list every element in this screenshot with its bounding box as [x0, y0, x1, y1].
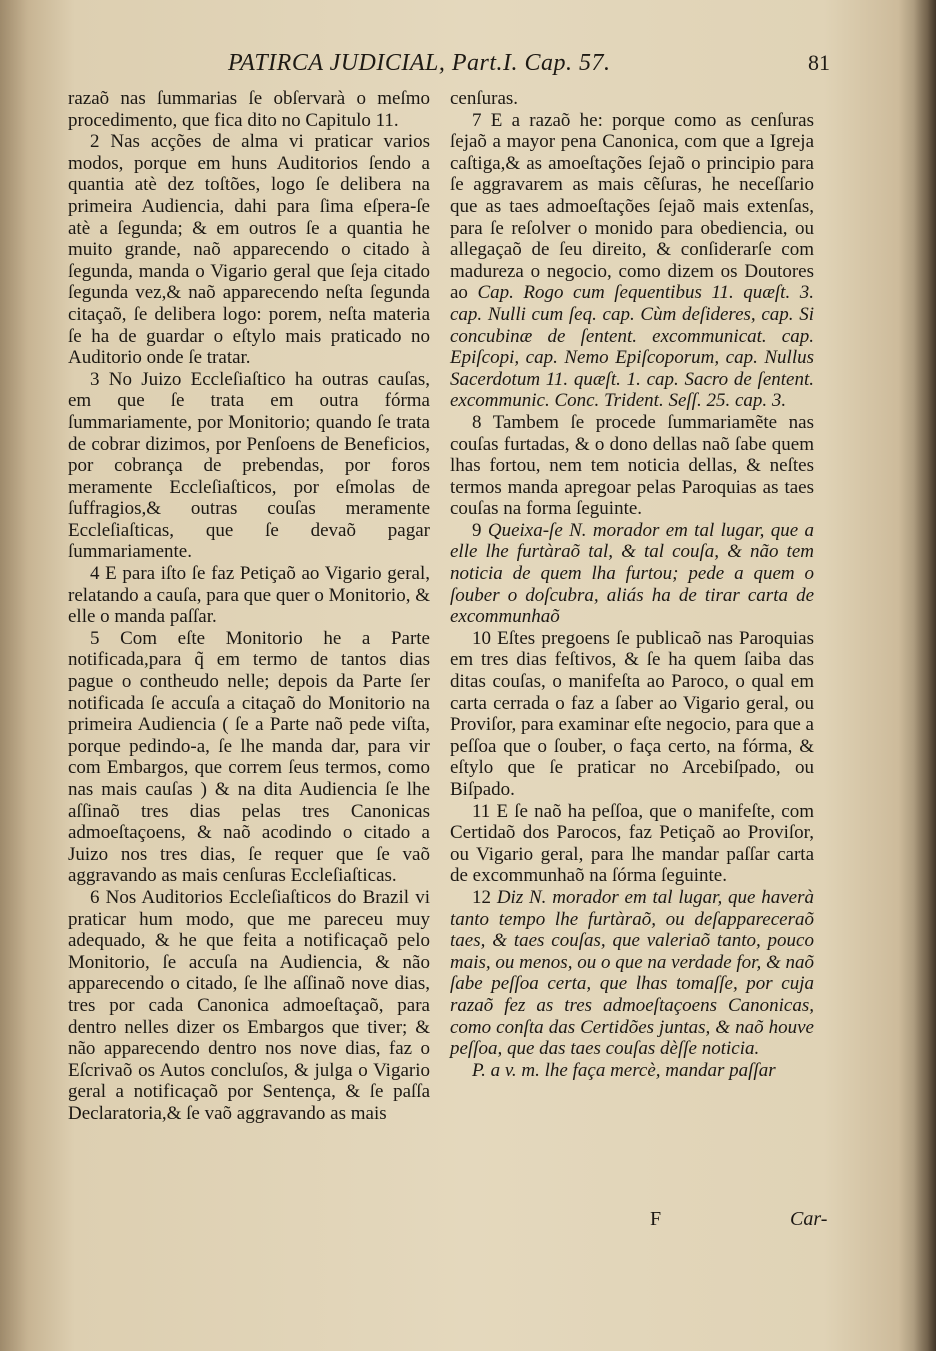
paragraph-7-citation: Cap. Rogo cum ſequentibus 11. quæſt. 3. cap. Nulli cum ſeq. cap. Cùm deſideres, cap. Si concubinæ de ſentent. excommunicat. cap. Epiſcopi, cap. Nemo Epiſcoporum, cap. Nullus Sacerdotum 11. quæſt. 1. cap. Sacro de ſentent. excommunic. Conc. Trident. Seſſ. 25. cap. 3. [450, 282, 814, 412]
paragraph-7-text: 7 E a razaõ he: porque como as cenſuras ſejaõ a mayor pena Canonica, com que a Igreja caſtiga,& as amoeſtações ſejaõ o principio para ſe aggravarem as mais cẽſuras, he neceſſario que as taes admoeſtações ſejaõ mais extenſas, para ſe reſolver o monido para obediencia, ou allegaçaõ de ſeu direito, & conſiderarſe com madureza o negocio, como dizem os Doutores ao [450, 109, 814, 304]
paragraph-12 [450, 887, 814, 1060]
paragraph-continued-right: cenſuras. [450, 88, 519, 109]
paragraph-9-text: Queixa-ſe N. morador em tal lugar, que a elle lhe furtàraõ tal, & tal couſa, & não tem noticia de quem lha furtou; pede a quem o ſouber o doſcubra, aliás ha de tirar carta de excommunhaõ [450, 519, 814, 628]
paragraph-6: 6 Nos Auditorios Eccleſiaſticos do Brazil vi praticar hum modo, que me pareceu muy adequado, & he que feita a notificaçaõ pelo Monitorio, ſe accuſa na Audiencia, & não apparecendo o citado, ſe lhe aſſinaõ nove dias, tres por cada Canonica admoeſtaçaõ, para dentro nelles dizer os Embargos que tiver; & não apparecendo dentro nos nove dias, faz o Eſcrivaõ os Autos concluſos, & julga o Vigario geral a notificaçaõ por Sentença, & ſe paſſa Declaratoria,& ſe vaõ aggravando as mais [68, 886, 430, 1124]
page-number: 81 [808, 50, 830, 75]
catchword: Car- [790, 1208, 828, 1230]
right-column [450, 88, 814, 1081]
page-gutter-shadow [914, 0, 936, 1351]
left-column [68, 88, 430, 1125]
paragraph-12-number: 12 [472, 886, 491, 908]
paragraph-11: 11 E ſe naõ ha peſſoa, que o manifeſte, com Certidaõ dos Parocos, faz Petiçaõ ao Proviſor, ou Vigario geral, para lhe mandar paſſar carta de excommunhaõ na ſórma ſeguinte. [450, 800, 814, 887]
signature-mark: F [650, 1208, 662, 1230]
paragraph-5: 5 Com eſte Monitorio he a Parte notificada,para q̃ em termo de tantos dias pague o contheudo nelle; depois da Parte ſer notificada ſe accuſa a citaçaõ do Monitorio na primeira Audiencia ( ſe a Parte naõ pede viſta, porque pedindo-a, ſe lhe manda dar, para vir com Embargos, que correm ſeus termos, como nas mais cauſas ) & na dita Audiencia ſe lhe aſſinaõ tres dias pelas tres Canonicas admoeſtaçoens, & naõ acodindo o citado a Juizo nos tres dias, ſe requer que ſe vaõ aggravando as mais cenſuras Eccleſiaſticas. [68, 627, 430, 887]
running-title: PATIRCA JUDICIAL, Part.I. Cap. 57. [228, 50, 611, 76]
paragraph-12-text: Diz N. morador em tal lugar, que haverà tanto tempo lhe furtàraõ, ou deſappareceraõ taes, & taes couſas, que valeriaõ tanto, pouco mais, ou menos, ou o que na verdade for, & naõ ſabe peſſoa certa, que lhas tomaſſe, por cuja razaõ fez as tres admoeſtaçoens Canonicas, como conſta das Certidões juntas, & naõ houve peſſoa, que das taes couſas dèſſe noticia. [450, 886, 814, 1060]
paragraph-13: P. a v. m. lhe faça mercè, mandar paſſar [472, 1059, 776, 1081]
paragraph-continued: razaõ nas ſummarias ſe obſervarà o meſmo procedimento, que fica dito no Capitulo 11. [68, 88, 430, 131]
page-header [60, 50, 830, 86]
paragraph-2: 2 Nas acções de alma vi praticar varios modos, porque em huns Auditorios ſendo a quantia atè dez toſtões, logo ſe delibera na primeira Audiencia, dahi para ſima eſpera-ſe atè a ſegunda; & em outros ſe a quantia he muito grande, naõ apparecendo o citado à ſegunda, manda o Vigario geral que ſeja citado ſegunda vez,& naõ apparecendo neſta ſegunda citaçaõ, ſe delibera logo: porem, neſta materia ſe ha de guardar o eſtylo mais praticado no Auditorio onde ſe tratar. [68, 131, 430, 369]
paragraph-10: 10 Eſtes pregoens ſe publicaõ nas Paroquias em tres dias feſtivos, & ſe ha quem ſaiba das ditas couſas, o manifeſta ao Paroco, o qual em carta cerrada o faz a ſaber ao Vigario geral, ou Proviſor, para examinar eſte negocio, para que a peſſoa que o ſouber, o faça certo, na fórma, & eſtylo que ſe praticar no Arcebiſpado, ou Biſpado. [450, 627, 814, 800]
paragraph-3: 3 No Juizo Eccleſiaſtico ha outras cauſas, em que ſe trata em outra fórma ſummariamente, por Monitorio; quando ſe trata de cobrar dizimos, por Penſoens de Beneficios, por cobrança de prebendas, por foros meramente Eccleſiaſticos, por eſmolas de ſuffragios,& outras couſas meramente Eccleſiaſticas, que ſe devaõ pagar ſummariamente. [68, 368, 430, 563]
paragraph-9 [450, 520, 814, 628]
paragraph-9-number: 9 [472, 519, 482, 541]
paragraph-4: 4 E para iſto ſe faz Petiçaõ ao Vigario geral, relatando a cauſa, para que quer o Monitorio, & elle o manda paſſar. [68, 563, 430, 628]
paragraph-8: 8 Tambem ſe procede ſummariamẽte nas couſas furtadas, & o dono dellas naõ ſabe quem lhas fortou, nem tem noticia dellas, & neſtes termos manda apregoar pelas Paroquias as taes couſas na forma ſeguinte. [450, 411, 814, 520]
paragraph-7 [450, 110, 814, 412]
